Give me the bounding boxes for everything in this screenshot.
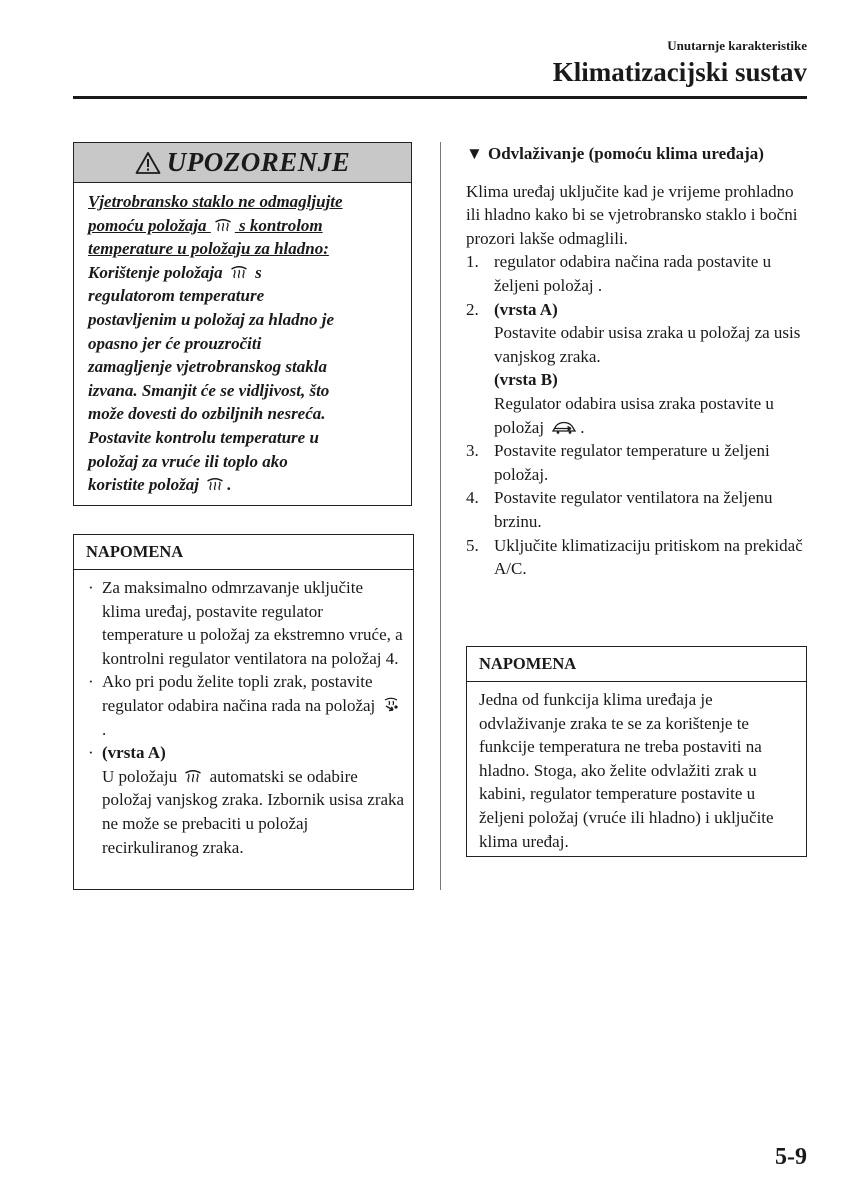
step-item [466, 534, 811, 581]
page-title: Klimatizacijski sustav [552, 57, 807, 87]
step-item [466, 298, 811, 440]
defrost-icon [230, 264, 248, 280]
step-text: regulator odabira načina rada postavite u željeni položaj . [494, 252, 772, 295]
floor-defrost-icon [383, 696, 400, 713]
warning-line: Postavite kontrolu temperature u [88, 427, 319, 447]
note-text [102, 670, 405, 741]
variant-label: (vrsta B) [494, 370, 558, 390]
step-item [466, 439, 811, 486]
section-heading-text: Odvlaživanje (pomoću klima uređaja) [488, 144, 764, 163]
warning-text [74, 183, 411, 497]
step-text: Uključite klimatizaciju pritiskom na prekidač A/C. [494, 535, 803, 579]
warning-line: temperature u položaju za hladno: [88, 239, 329, 259]
warning-line: zamagljenje vjetrobranskog stakla [88, 357, 327, 377]
step-item [466, 250, 811, 297]
note-heading: NAPOMENA [74, 535, 413, 570]
steps-list [466, 250, 811, 580]
step-item [466, 486, 811, 533]
warning-line [88, 261, 397, 285]
warning-text-fragment: koristite položaj [88, 475, 199, 495]
list-item [88, 576, 405, 670]
step-text [494, 298, 811, 440]
variant-label: (vrsta A) [494, 299, 558, 319]
warning-text-fragment: s kontrolom [239, 215, 323, 235]
step-text-fragment: Postavite odabir usisa zraka u položaj za usis vanjskog zraka. [494, 323, 801, 366]
variant-label: (vrsta A) [102, 743, 166, 763]
note-text-fragment: U položaju [102, 766, 178, 786]
step-text: Postavite regulator temperature u željeni položaj. [494, 441, 770, 484]
bullet: · [88, 743, 94, 763]
step-number: 1. [466, 252, 479, 272]
warning-line [88, 214, 397, 238]
warning-line: izvana. Smanjit će se vidljivost, što [88, 380, 330, 400]
header-subtitle: Unutarnje karakteristike [667, 38, 807, 53]
warning-line: opasno jer će prouzročiti [88, 333, 262, 353]
warning-box [73, 142, 412, 506]
note-text-fragment: . [102, 719, 107, 739]
outside-air-icon [551, 420, 577, 435]
warning-text-fragment: pomoću položaja [88, 215, 207, 235]
column-divider [440, 142, 441, 890]
note-box-right [466, 646, 807, 857]
note-heading: NAPOMENA [467, 647, 806, 682]
warning-line: postavljenim u položaj za hladno je [88, 309, 335, 329]
header-rule [73, 96, 807, 99]
warning-text-fragment: s [255, 262, 262, 282]
bullet: · [88, 672, 94, 692]
bullet: · [88, 578, 94, 597]
note-text [102, 741, 405, 859]
step-number: 4. [466, 488, 479, 508]
step-number: 5. [466, 535, 479, 555]
step-number: 3. [466, 441, 479, 461]
warning-line [88, 473, 397, 497]
warning-triangle-icon [135, 151, 161, 175]
defrost-icon [206, 476, 224, 492]
warning-text-fragment: . [227, 475, 232, 495]
defrost-icon [214, 217, 232, 233]
page-number: 5-9 [775, 1144, 807, 1170]
note-text: Za maksimalno odmrzavanje uključite klima uređaj, postavite regulator temperature u položaj za ekstremno vruće, a kontrolni regulator ventilatora na položaj 4. [102, 578, 403, 668]
warning-line: regulatorom temperature [88, 286, 265, 306]
warning-line: može dovesti do ozbiljnih nesreća. [88, 404, 326, 424]
list-item [88, 741, 405, 859]
note-box-left [73, 534, 414, 890]
note-body [74, 570, 413, 859]
step-text-fragment: Regulator odabira usisa zraka postavite u položaj [494, 393, 774, 437]
step-number: 2. [466, 299, 479, 319]
list-item [88, 670, 405, 741]
section-marker-icon: ▼ [466, 144, 483, 163]
defrost-icon [184, 768, 202, 784]
warning-line: Vjetrobransko staklo ne odmagljujte [88, 192, 343, 211]
step-text: Postavite regulator ventilatora na željenu brzinu. [494, 488, 773, 531]
warning-text-fragment: Korištenje položaja [88, 262, 223, 282]
note-text-fragment: automatski se odabire položaj vanjskog zraka. Izbornik usisa zraka ne može se prebaciti u položaj recirkuliranog zraka. [102, 766, 405, 857]
warning-title: UPOZORENJE [166, 147, 351, 177]
right-column [466, 142, 811, 581]
warning-line: položaj za vruće ili toplo ako [88, 451, 288, 471]
section-intro: Klima uređaj uključite kad je vrijeme prohladno ili hladno kako bi se vjetrobransko staklo i bočni prozori lakše odmaglili. [466, 181, 798, 248]
warning-header [74, 143, 411, 183]
step-text-fragment: . [580, 417, 585, 437]
note-body: Jedna od funkcija klima uređaja je odvlaživanje zraka te se za korištenje te funkcije temperatura ne treba postaviti na hladno. Stoga, ako želite odvlažiti zrak u kabini, regulator temperature postavite u željeni položaj (vruće ili hladno) i uključite klima uređaj. [479, 690, 774, 851]
note-text-fragment: Ako pri podu želite topli zrak, postavite regulator odabira načina rada na položaj [102, 672, 376, 715]
section-heading [466, 142, 811, 166]
